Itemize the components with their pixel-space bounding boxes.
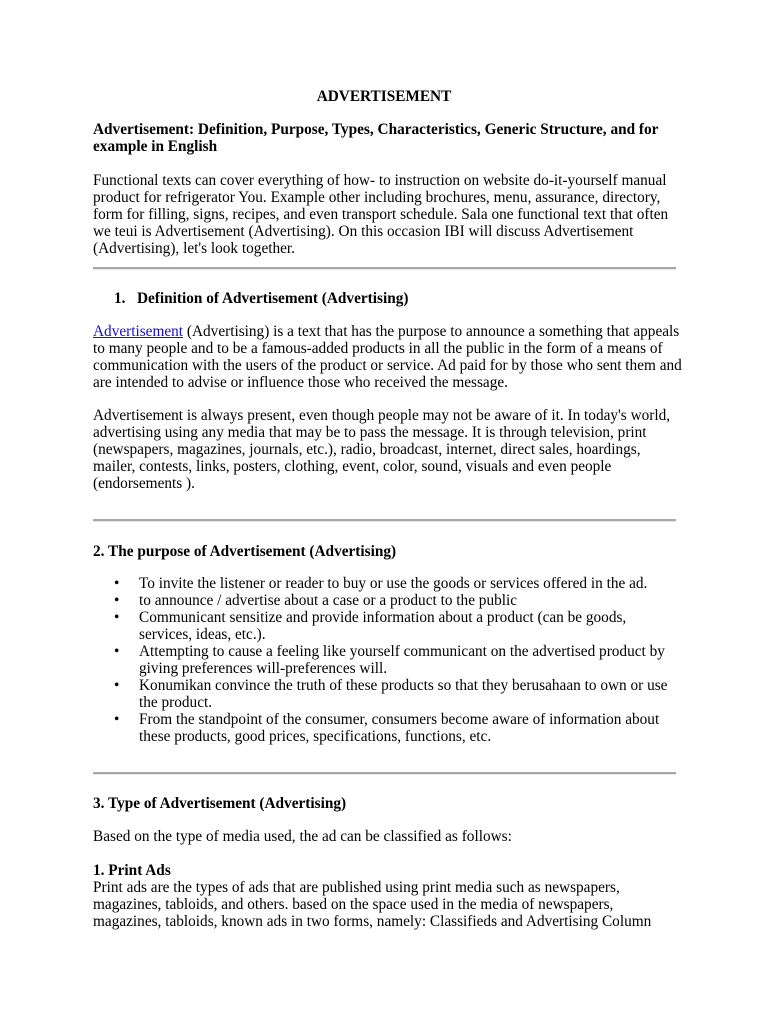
section2-heading: 2. The purpose of Advertisement (Advertising) [93,543,397,560]
list-item-text: From the standpoint of the consumer, consumers become aware of information about these products, good prices, specifications, functions, etc. [139,711,660,745]
intro-paragraph: Functional texts can cover everything of how- to instruction on website do-it-yourself manual product for refrigerator You. Example other including brochures, menu, assurance, directory, form for filling, signs, recipes, and even transport schedule. Sala one functional text that often we teui is Advertisement (Advertising). On this occasion IBI will discuss Advertisement (Advertising), let's look together. [93,172,669,257]
bullet-icon: • [114,575,120,592]
list-item [93,609,683,643]
advertisement-link[interactable]: Advertisement [93,323,184,340]
list-item-text: Communicant sensitize and provide information about a product (can be goods, services, ideas, etc.). [139,609,627,643]
list-item-text: to announce / advertise about a case or a product to the public [139,592,518,609]
document-subtitle: Advertisement: Definition, Purpose, Types, Characteristics, Generic Structure, and for example in English [93,121,659,155]
bullet-icon: • [114,643,120,660]
bullet-icon: • [114,609,120,626]
section1-heading-text: Definition of Advertisement (Advertising) [136,290,409,307]
list-item-text: Konumikan convince the truth of these products so that they berusahaan to own or use the product. [139,677,668,711]
bullet-icon: • [114,677,120,694]
section1-heading [114,290,408,307]
list-item [93,592,683,609]
section1-paragraph-2: Advertisement is always present, even though people may not be aware of it. In today's world, advertising using any media that may be to pass the message. It is through television, print (newspapers, magazines, journals, etc.), radio, broadcast, internet, direct sales, hoardings, mailer, contests, links, posters, clothing, event, color, sound, visuals and even people (endorsements ). [93,407,671,492]
section3-intro: Based on the type of media used, the ad can be classified as follows: [93,828,512,845]
section-divider [93,772,676,775]
purpose-list [93,575,683,745]
bullet-icon: • [114,592,120,609]
section3-heading: 3. Type of Advertisement (Advertising) [93,795,347,812]
section1-paragraph-1 [93,323,683,391]
print-ads-paragraph: Print ads are the types of ads that are published using print media such as newspapers, magazines, tabloids, and others. based on the space used in the media of newspapers, magazines, tabloids, known ads in two forms, namely: Classifieds and Advertising Column [93,879,652,930]
section1-paragraph-1-text: (Advertising) is a text that has the purpose to announce a something that appeals to many people and to be a famous-added products in all the public in the form of a means of communication with the users of the product or service. Ad paid for by those who sent them and are intended to advise or influence those who received the message. [93,323,682,391]
list-item [93,575,683,592]
section-divider [93,267,676,270]
list-item-text: Attempting to cause a feeling like yourself communicant on the advertised product by giving preferences will-preferences will. [139,643,665,677]
print-ads-heading: 1. Print Ads [93,862,171,879]
bullet-icon: • [114,711,120,728]
document-title: ADVERTISEMENT [316,88,452,105]
list-item [93,643,683,677]
list-item [93,677,683,711]
list-item [93,711,683,745]
list-item-text: To invite the listener or reader to buy or use the goods or services offered in the ad. [139,575,648,592]
section-divider [93,519,676,522]
section1-number: 1. [114,290,126,307]
